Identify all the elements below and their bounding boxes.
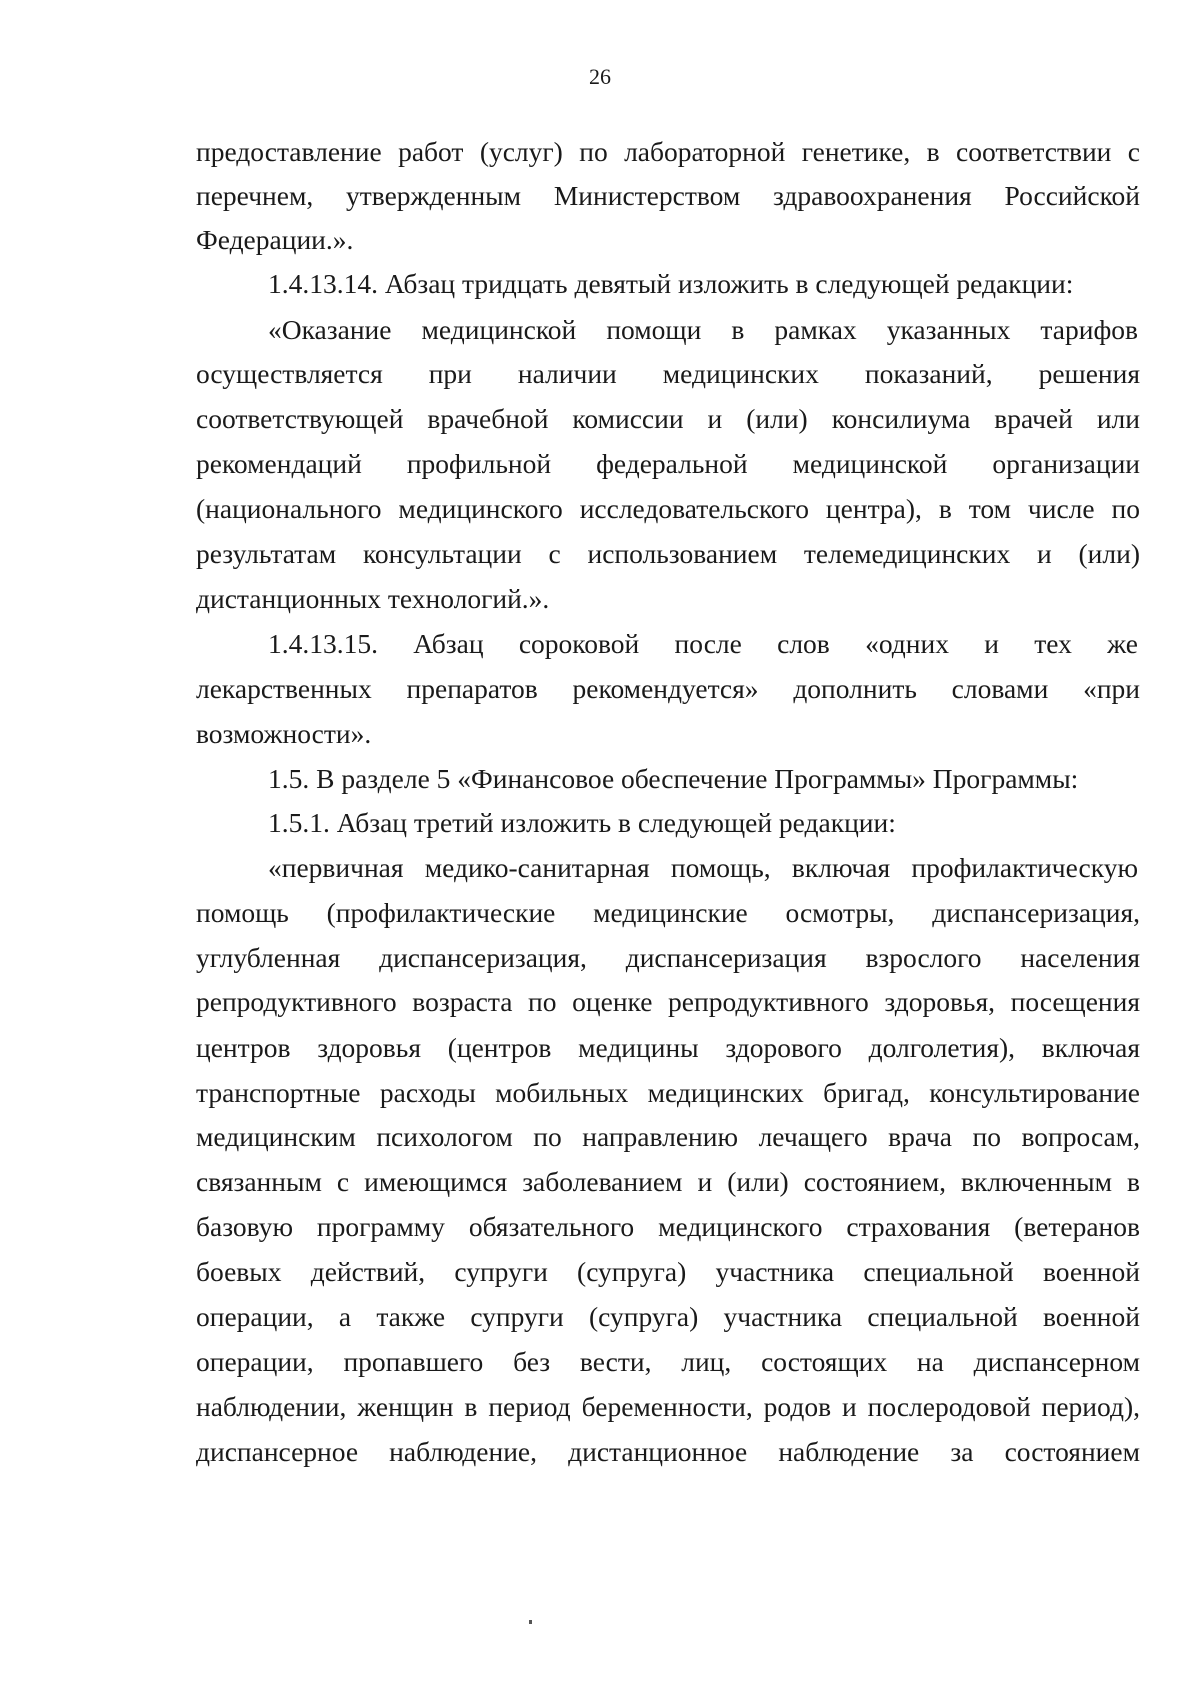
text-line: центров здоровья (центров медицины здорового долголетия), включая: [196, 1032, 1140, 1063]
text-line: «первичная медико-санитарная помощь, включая профилактическую: [268, 852, 1138, 883]
text-line: возможности».: [196, 718, 372, 749]
text-line: 1.5.1. Абзац третий изложить в следующей редакции:: [268, 807, 896, 838]
text-line: 1.4.13.15. Абзац сороковой после слов «одних и тех же: [268, 628, 1138, 659]
text-line: транспортные расходы мобильных медицинских бригад, консультирование: [196, 1077, 1140, 1108]
text-line: дистанционных технологий.».: [196, 583, 550, 614]
text-line: базовую программу обязательного медицинского страхования (ветеранов: [196, 1211, 1140, 1242]
text-line: наблюдении, женщин в период беременности, родов и послеродовой период),: [196, 1391, 1140, 1422]
text-line: диспансерное наблюдение, дистанционное наблюдение за состоянием: [196, 1436, 1140, 1467]
text-line: соответствующей врачебной комиссии и (или) консилиума врачей или: [196, 403, 1140, 434]
text-line: (национального медицинского исследовательского центра), в том числе по: [196, 493, 1140, 524]
text-line: предоставление работ (услуг) по лабораторной генетике, в соответствии с: [196, 136, 1140, 167]
text-line: боевых действий, супруги (супруга) участника специальной военной: [196, 1256, 1140, 1287]
text-line: медицинским психологом по направлению лечащего врача по вопросам,: [196, 1121, 1140, 1152]
text-line: 1.4.13.14. Абзац тридцать девятый изложить в следующей редакции:: [268, 268, 1074, 299]
text-line: осуществляется при наличии медицинских показаний, решения: [196, 358, 1140, 389]
page-number: 26: [589, 64, 611, 89]
text-line: операции, а также супруги (супруга) участника специальной военной: [196, 1301, 1140, 1332]
text-line: Федерации.».: [196, 224, 354, 255]
text-line: лекарственных препаратов рекомендуется» дополнить словами «при: [196, 673, 1140, 704]
scan-speck: [529, 1620, 532, 1624]
text-line: связанным с имеющимся заболеванием и (или) состоянием, включенным в: [196, 1166, 1140, 1197]
text-line: операции, пропавшего без вести, лиц, состоящих на диспансерном: [196, 1346, 1140, 1377]
text-line: перечнем, утвержденным Министерством здравоохранения Российской: [196, 180, 1140, 211]
text-line: 1.5. В разделе 5 «Финансовое обеспечение Программы» Программы:: [268, 763, 1079, 794]
text-line: репродуктивного возраста по оценке репродуктивного здоровья, посещения: [196, 986, 1140, 1017]
text-line: результатам консультации с использованием телемедицинских и (или): [196, 538, 1140, 569]
text-line: рекомендаций профильной федеральной медицинской организации: [196, 448, 1140, 479]
text-line: «Оказание медицинской помощи в рамках указанных тарифов: [268, 314, 1138, 345]
text-line: углубленная диспансеризация, диспансеризация взрослого населения: [196, 942, 1140, 973]
text-line: помощь (профилактические медицинские осмотры, диспансеризация,: [196, 897, 1140, 928]
